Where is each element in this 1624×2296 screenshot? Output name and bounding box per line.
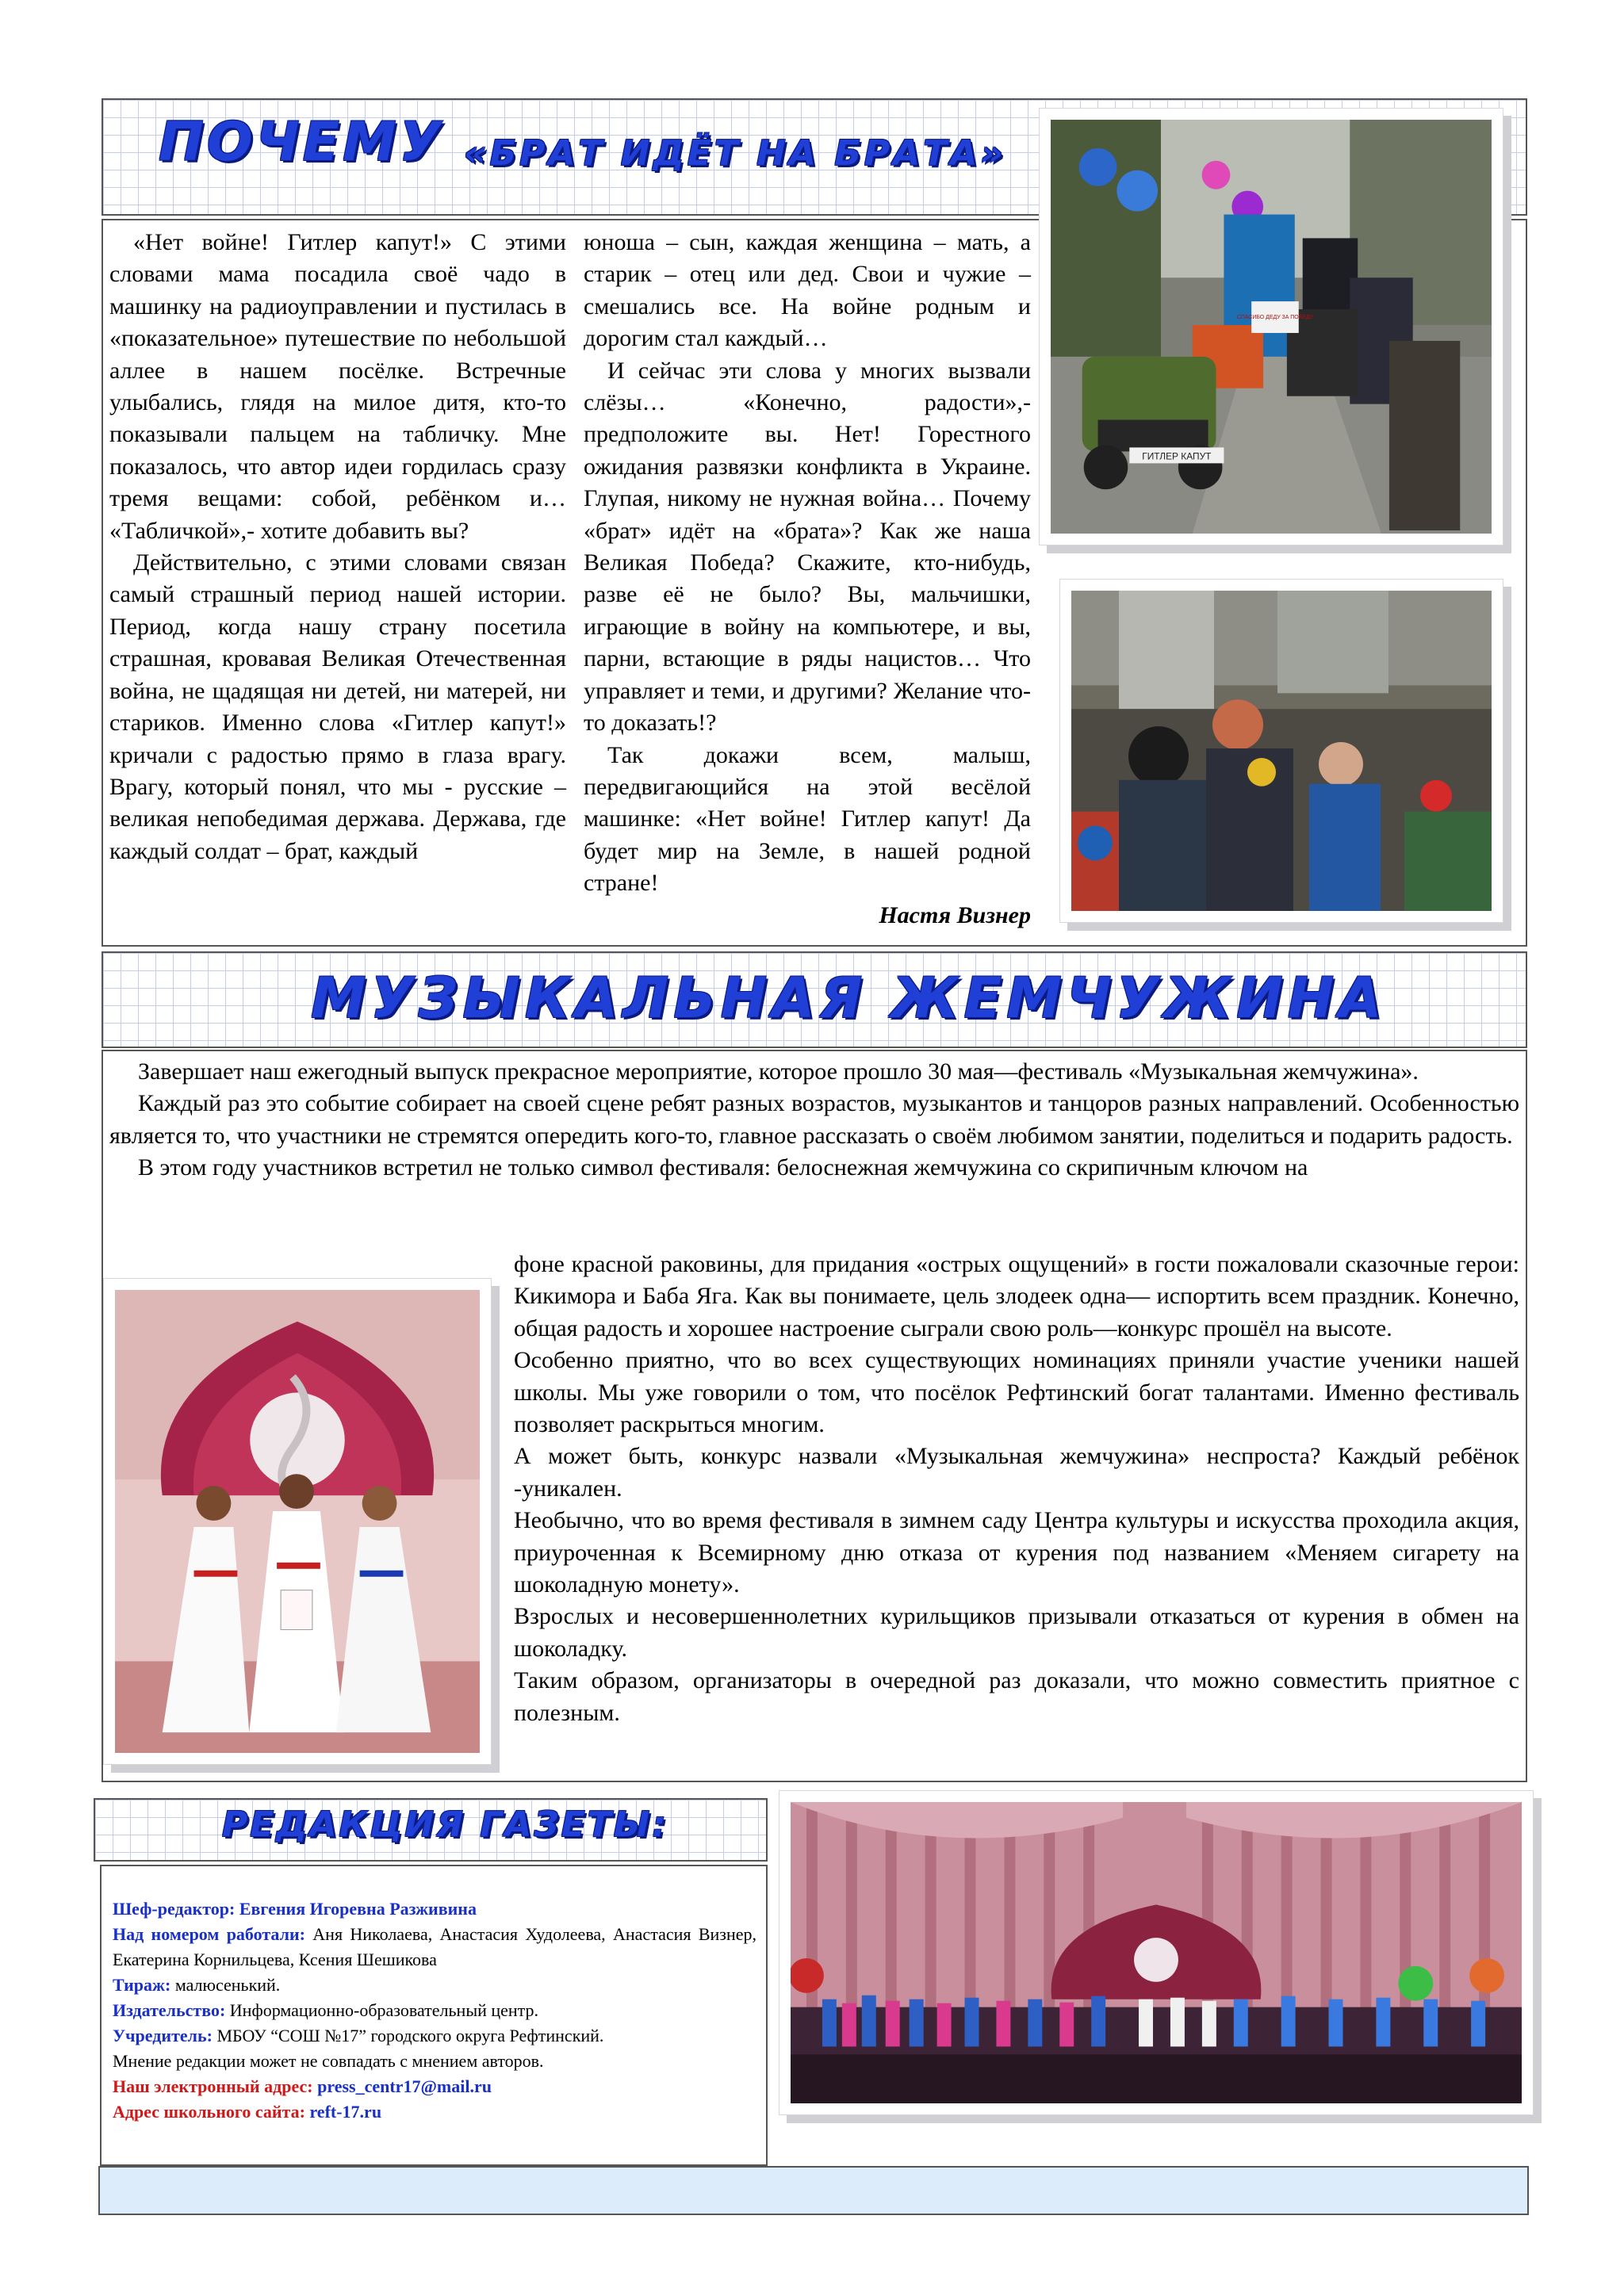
footer-bar: [98, 2166, 1529, 2215]
article1-left-column: [109, 227, 566, 867]
team-names: Аня Николаева, Анастасия Худолеева, Анастасия Визнер, Екатерина Корнильцева, Ксения Шешикова: [113, 1924, 756, 1969]
article2-title: МУЗЫКАЛЬНАЯ ЖЕМЧУЖИНА: [311, 966, 1387, 1031]
article2-wrapped-text: [514, 1249, 1519, 1729]
article1-title-main: ПОЧЕМУ: [159, 111, 445, 174]
photo-girls-image: [115, 1290, 480, 1753]
chief-editor: Шеф-редактор: Евгения Игоревна Разживина: [113, 1899, 477, 1919]
article1-paragraph-2: Действительно, с этими словами связан самый страшный период нашей истории. Период, когда нашу страну посетила страшная, кровавая Великая Отечественная война, не щадящая ни детей, ни матерей, ни стариков. Именно слова «Гитлер капут!» кричали с радостью прямо в глаза врагу. Врагу, который понял, что мы - русские – великая непобедимая держава. Держава, где каждый солдат – брат, каждый: [109, 549, 566, 864]
article2-paragraph-7: Взрослых и несовершеннолетних курильщиков призывали отказаться от курения в обмен на шоколадку.: [514, 1603, 1519, 1662]
photo-stage-image: [791, 1802, 1522, 2103]
photo-toy-car-image: [1051, 120, 1492, 534]
email-link[interactable]: press_centr17@mail.ru: [312, 2076, 492, 2096]
article1-paragraph-4: Так докажи всем, малыш, передвигающийся на этой весёлой машинке: «Нет войне! Гитлер капут! Да будет мир на Земле, в нашей родной стране!: [584, 741, 1031, 897]
article1-right-column: [584, 227, 1031, 932]
circulation-label: Тираж:: [113, 1975, 171, 1995]
article2-paragraph-2: Каждый раз это событие собирает на своей сцене ребят разных возрастов, музыкантов и танцоров разных направлений. Особенностью является то, что участники не стремятся опередить кого-то, главное рассказать о своём любимом занятии, поделиться и подарить радость.: [109, 1090, 1519, 1149]
publisher-value: Информационно-образовательный центр.: [225, 2000, 539, 2020]
article2-paragraph-5: А может быть, конкурс назвали «Музыкальная жемчужина» неспроста? Каждый ребёнок -уникален.: [514, 1443, 1519, 1502]
article2-paragraph-1: Завершает наш ежегодный выпуск прекрасное мероприятие, которое прошло 30 мая—фестиваль «Музыкальная жемчужина».: [138, 1058, 1419, 1085]
photo-crowd-image: [1071, 591, 1492, 911]
article1-paragraph-1: «Нет войне! Гитлер капут!» С этими словами мама посадила своё чадо в машинку на радиоуправлении и пустилась в «показательное» путешествие по небольшой аллее в нашем посёлке. Встречные улыбались, глядя на милое дитя, кто-то показывали пальцем на табличку. Мне показалось, что автор идеи гордилась сразу тремя вещами: собой, ребёнком и… «Табличкой»,- хотите добавить вы?: [109, 229, 566, 544]
team-label: Над номером работали:: [113, 1924, 305, 1944]
publisher-label: Издательство:: [113, 2000, 226, 2020]
photo-toy-car-stroll: [1039, 108, 1503, 545]
founder-label: Учредитель:: [113, 2026, 213, 2045]
article2-intro: [109, 1056, 1519, 1184]
email-label: Наш электронный адрес:: [113, 2076, 313, 2096]
photo-festival-stage: [779, 1790, 1534, 2115]
photo-sign2-text: СПАСИБО ДЕДУ ЗА ПОБЕДУ: [1236, 315, 1314, 321]
article2-paragraph-8: Таким образом, организаторы в очередной раз доказали, что можно совместить приятное с полезным.: [514, 1667, 1519, 1726]
photo-girls-festival: [103, 1278, 492, 1765]
article2-paragraph-4: Особенно приятно, что во всех существующих номинациях приняли участие ученики нашей школы. Мы уже говорили о том, что посёлок Рефтинский богат талантами. Именно фестиваль позволяет раскрыться многим.: [514, 1347, 1519, 1438]
site-label: Адрес школьного сайта:: [113, 2102, 305, 2122]
editorial-credits: [113, 1896, 756, 2125]
article2-paragraph-3b: фоне красной раковины, для придания «острых ощущений» в гости пожаловали сказочные герои: Кикимора и Баба Яга. Как вы понимаете, цель злодеек одна— испортить всем праздник. Конечно, общая радость и хорошее настроение сыграли свою роль—конкурс прошёл на высоте.: [514, 1251, 1519, 1341]
article2-paragraph-6: Необычно, что во время фестиваля в зимнем саду Центра культуры и искусства проходила акция, приуроченная к Всемирному дню отказа от курения под названием «Меняем сигарету на шоколадную монету».: [514, 1507, 1519, 1598]
photo-crowd-parade: [1059, 579, 1503, 923]
founder-value: МБОУ “СОШ №17” городского округа Рефтинский.: [212, 2026, 604, 2045]
site-link[interactable]: reft-17.ru: [304, 2102, 382, 2122]
editorial-disclaimer: Мнение редакции может не совпадать с мнением авторов.: [113, 2051, 544, 2071]
article2-paragraph-3a: В этом году участников встретил не только символ фестиваля: белоснежная жемчужина со скрипичным ключом на: [138, 1154, 1308, 1181]
article1-paragraph-continued: юноша – сын, каждая женщина – мать, а старик – отец или дед. Свои и чужие – смешались все. На войне родным и дорогим стал каждый…: [584, 229, 1031, 352]
article1-signature: Настя Визнер: [879, 901, 1031, 928]
article1-title-quote: «БРАТ ИДЁТ НА БРАТА»: [464, 133, 1006, 174]
photo-sign-text: ГИТЛЕР КАПУТ: [1142, 450, 1212, 462]
editorial-title: РЕДАКЦИЯ ГАЗЕТЫ:: [222, 1804, 668, 1845]
article1-paragraph-3: И сейчас эти слова у многих вызвали слёзы… «Конечно, радости»,- предположите вы. Нет! Горестного ожидания развязки конфликта в Украине. Глупая, никому не нужная война… Почему «брат» идёт на «брата»? Как же наша Великая Победа? Скажите, кто-нибудь, разве её не было? Вы, мальчишки, играющие в войну на компьютере, и вы, парни, встающие в ряды нацистов… Что управляет и теми, и другими? Желание что-то доказать!?: [584, 357, 1031, 737]
circulation-value: малюсенький.: [170, 1975, 281, 1995]
